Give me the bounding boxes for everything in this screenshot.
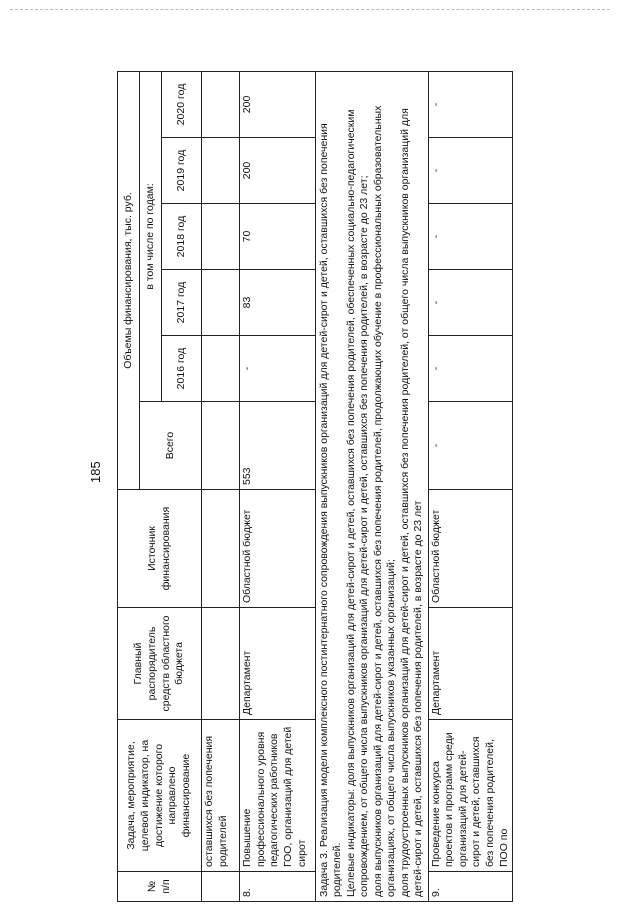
header-volumes: Объемы финансирования, тыс. руб. xyxy=(118,71,140,489)
cell-year-value: 200 xyxy=(240,138,316,204)
cell-total: - xyxy=(428,402,513,490)
cell-source: Областной бюджет xyxy=(428,490,513,608)
scan-top-edge xyxy=(10,9,610,10)
header-year: 2019 год xyxy=(162,138,202,204)
cell-year-value: 70 xyxy=(240,204,316,270)
financing-table xyxy=(117,71,513,902)
header-by-years: в том числе по годам: xyxy=(140,71,162,401)
table-row xyxy=(428,71,513,901)
cell-task: Повышение профессионального уровня педагогических работников ГОО, организаций для детей сирот xyxy=(240,720,316,872)
rotated-page xyxy=(117,72,510,902)
table-row xyxy=(202,71,240,901)
header-task: Задача, мероприятие, целевой индикатор, на достижение которого направлено финансирование xyxy=(118,720,202,872)
cell-year-value: - xyxy=(428,138,513,204)
cell-year-value: - xyxy=(428,204,513,270)
cell-year-value: - xyxy=(428,71,513,137)
header-total: Всего xyxy=(140,402,202,490)
header-year: 2017 год xyxy=(162,270,202,336)
cell-source: Областной бюджет xyxy=(240,490,316,608)
task-3-indicator: доля выпускников организаций для детей-сирот и детей, оставшихся без попечения родителей, продолжающих обучение в профессиональных образовательных организациях, от общего числа выпускников указанных организаций; xyxy=(371,105,398,897)
header-year: 2018 год xyxy=(162,204,202,270)
task-3-block xyxy=(316,71,429,901)
cell-year-value: 83 xyxy=(240,270,316,336)
task-3-title: Задача 3. Реализация модели комплексного постинтернатного сопровождения выпускников организаций для детей-сирот и детей, оставшихся без попечения родителей. xyxy=(318,123,344,897)
page-number: 185 xyxy=(88,461,103,483)
cell-task: Проведение конкурса проектов и программ среди организаций для детей-сирот и детей, оставшихся без попечения родителей, ПОО по xyxy=(428,720,513,872)
header-num: № п/п xyxy=(118,872,202,902)
cell-year-value: - xyxy=(240,336,316,402)
task-row xyxy=(316,71,429,901)
cell-year-value: 200 xyxy=(240,71,316,137)
header-source: Источник финансирования xyxy=(118,490,202,608)
cell-manager: Департамент xyxy=(428,608,513,720)
task-3-indicator: Целевые индикаторы: доля выпускников организаций для детей-сирот и детей, оставшихся без попечения родителей, обеспеченных социально-педагогическим сопровождением, от общего числа выпускников организаций для детей-сирот и детей, оставшихся без попечения родителей, в возрасте до 23 лет; xyxy=(344,109,371,897)
header-manager: Главный распорядитель средств областного бюджета xyxy=(118,608,202,720)
cell-total: 553 xyxy=(240,402,316,490)
header-year: 2016 год xyxy=(162,336,202,402)
table-row xyxy=(240,71,316,901)
cell-task: оставшихся без попечения родителей xyxy=(202,720,240,872)
cell-year-value: - xyxy=(428,336,513,402)
cell-manager: Департамент xyxy=(240,608,316,720)
header-year: 2020 год xyxy=(162,71,202,137)
cell-year-value: - xyxy=(428,270,513,336)
cell-num: 9. xyxy=(428,872,513,902)
cell-num: 8. xyxy=(240,872,316,902)
task-3-indicator: доля трудоустроенных выпускников организаций для детей-сирот и детей, оставшихся без попечения родителей, от общего числа выпускников организаций для детей-сирот и детей, оставшихся без попечения родителей, в возрасте до 23 лет xyxy=(398,108,425,897)
